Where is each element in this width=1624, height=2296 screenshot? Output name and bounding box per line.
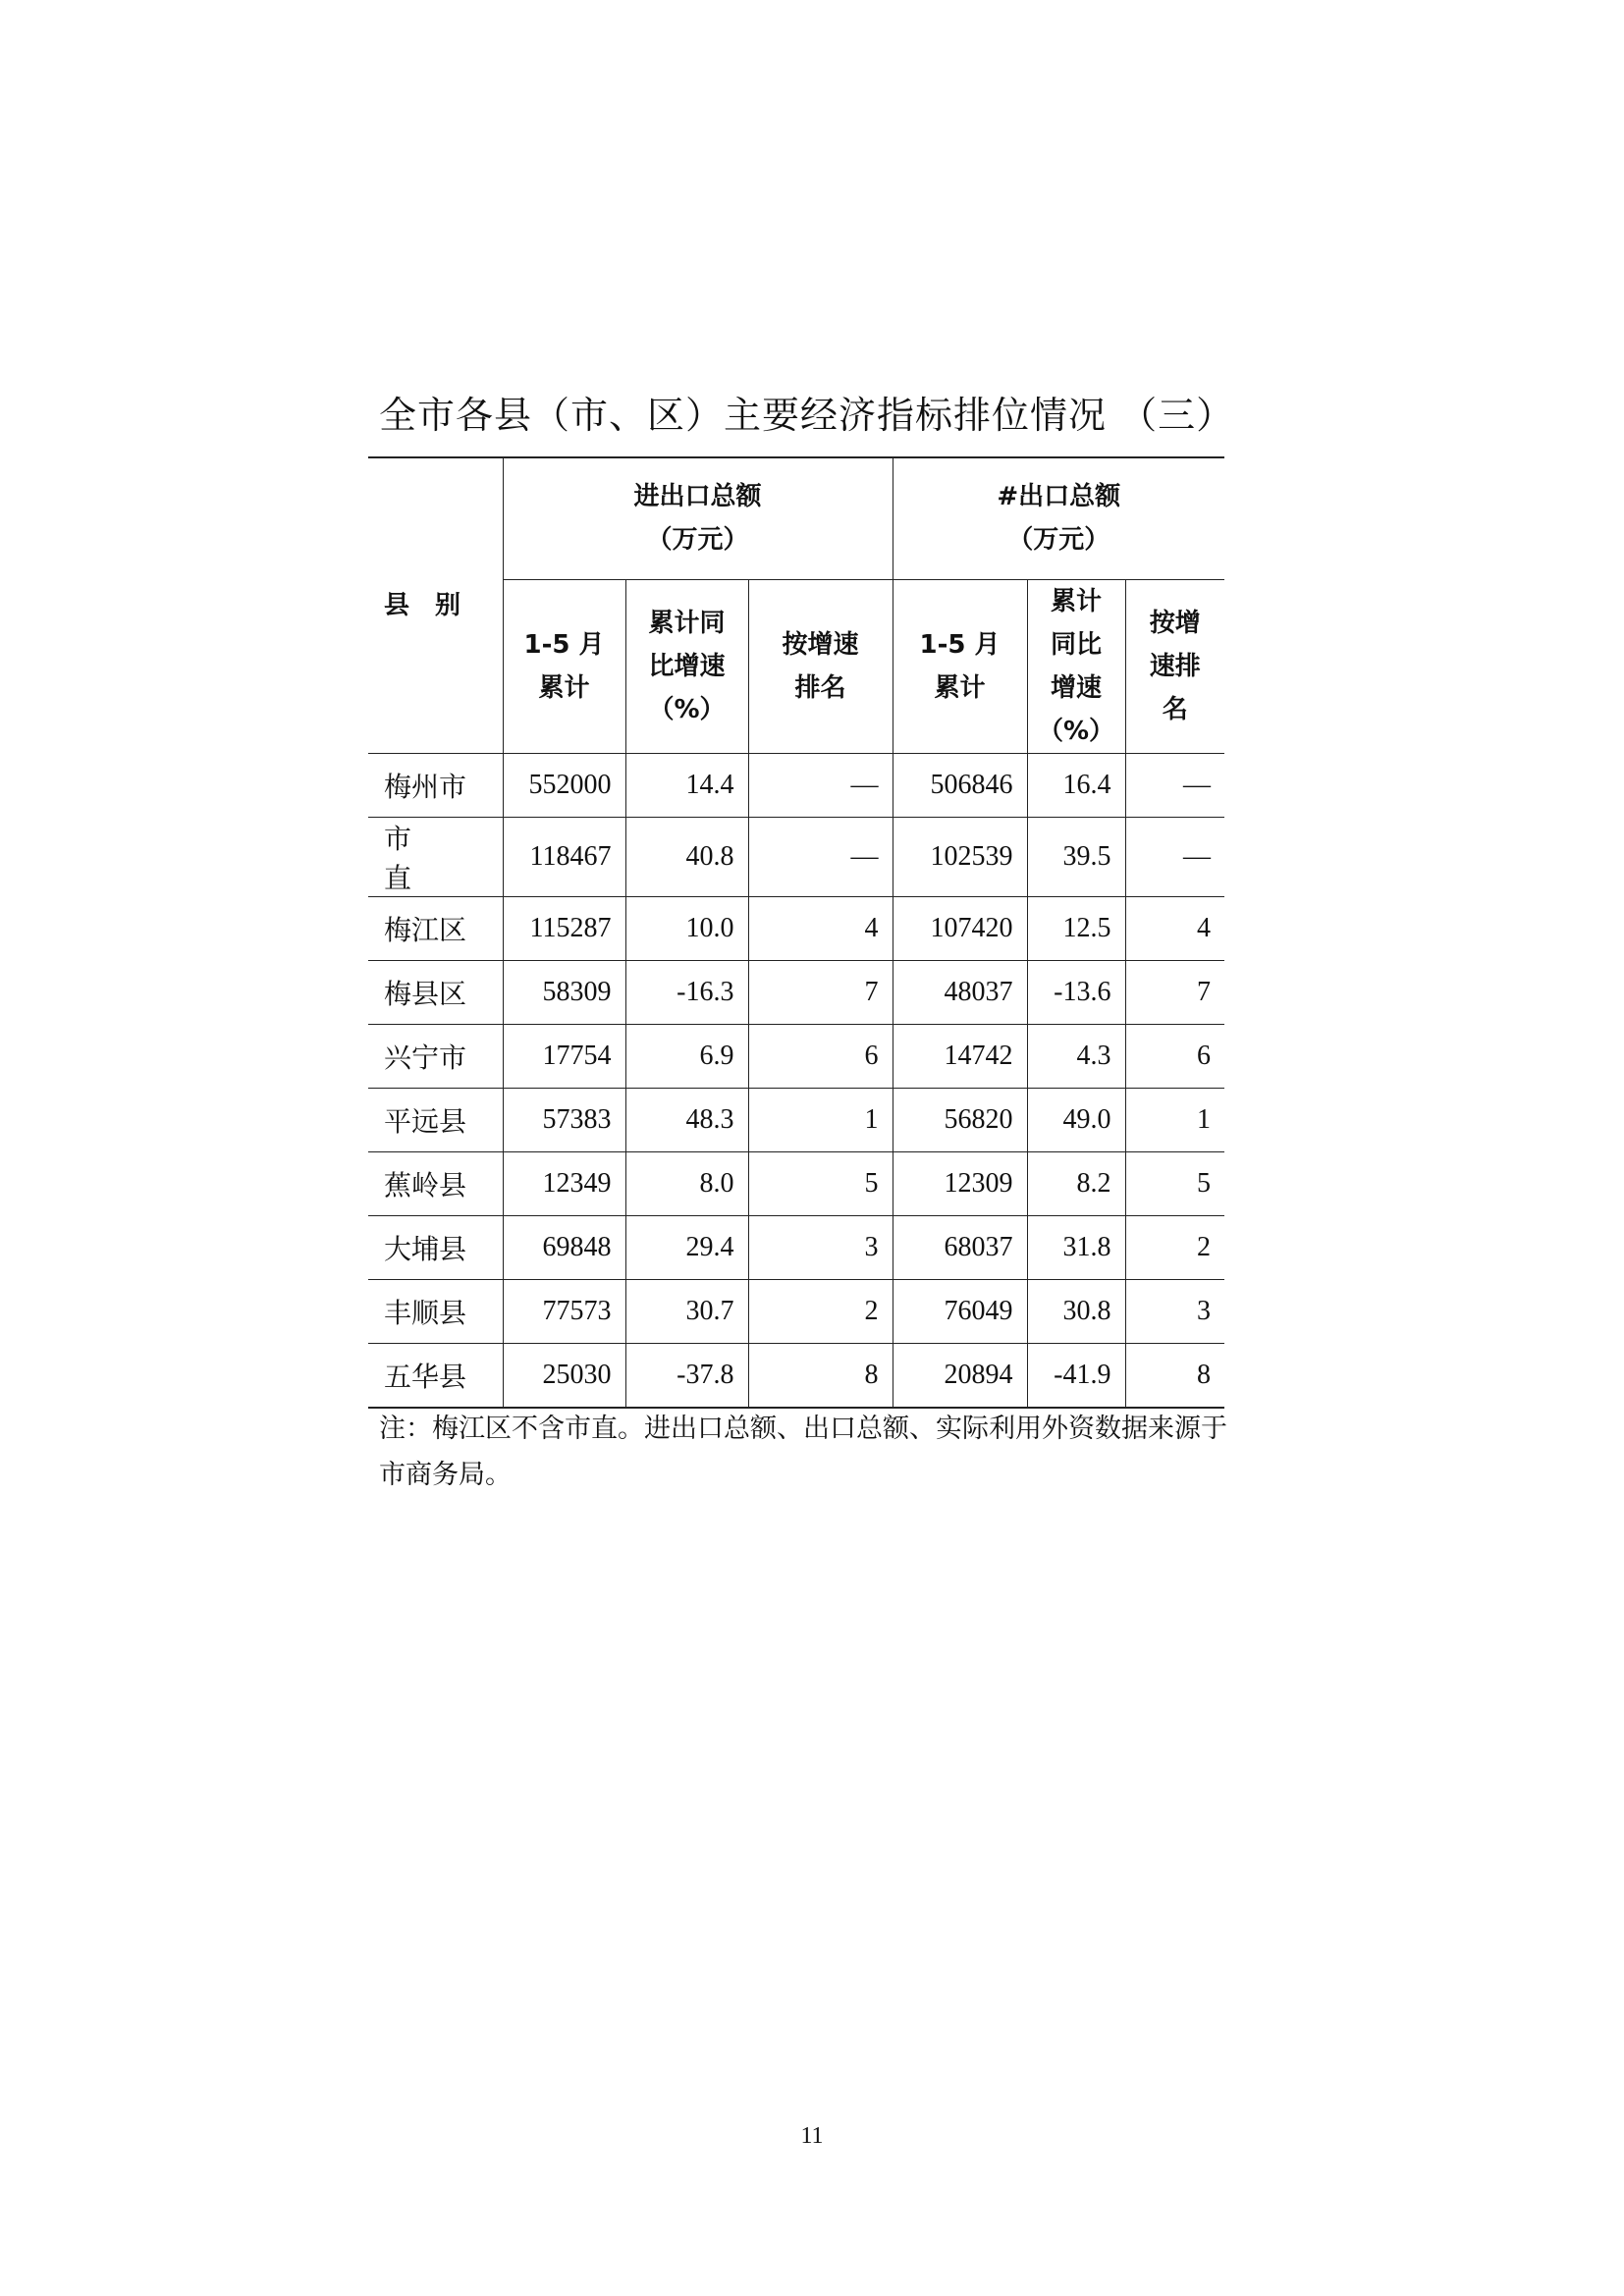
county-cell: 大埔县 <box>368 1215 503 1279</box>
exp-rank-cell: 5 <box>1125 1151 1224 1215</box>
exp-rank-cell: 6 <box>1125 1024 1224 1088</box>
exp-growth-cell: 30.8 <box>1027 1279 1125 1343</box>
table-row <box>368 960 1224 1024</box>
g1-rank-header <box>748 579 893 753</box>
header-line: 按增 <box>1149 608 1201 638</box>
g2-rank-header <box>1125 579 1224 753</box>
header-line: 累计 <box>538 672 590 703</box>
header-line: 累计同 <box>648 608 726 638</box>
imp-exp-rank-cell: 4 <box>748 896 893 960</box>
imp-exp-rank-cell: 8 <box>748 1343 893 1408</box>
import-export-group-header <box>503 457 893 579</box>
g1-growth-header <box>625 579 748 753</box>
table-note: 注：梅江区不含市直。进出口总额、出口总额、实际利用外资数据来源于市商务局。 <box>379 1414 1227 1490</box>
exp-growth-cell: -41.9 <box>1027 1343 1125 1408</box>
header-line: 速排 <box>1149 651 1201 681</box>
imp-exp-rank-cell: 2 <box>748 1279 893 1343</box>
header-line: （%） <box>648 694 726 724</box>
header-line: （%） <box>1037 716 1115 746</box>
imp-exp-cell: 17754 <box>503 1024 625 1088</box>
exp-rank-cell: 2 <box>1125 1215 1224 1279</box>
imp-exp-rank-cell: — <box>748 817 893 896</box>
county-cell: 平远县 <box>368 1088 503 1151</box>
table-row <box>368 1343 1224 1408</box>
county-column-header: 县 别 <box>368 457 503 753</box>
page-number: 11 <box>800 2123 824 2149</box>
imp-exp-growth-cell: 48.3 <box>625 1088 748 1151</box>
page-title: 全市各县（市、区）主要经济指标排位情况 （三） <box>379 394 1235 437</box>
header-line: 名 <box>1162 694 1188 724</box>
exp-cell: 48037 <box>893 960 1027 1024</box>
exp-rank-cell: 3 <box>1125 1279 1224 1343</box>
exp-rank-cell: — <box>1125 817 1224 896</box>
header-line: 累计 <box>1050 586 1102 616</box>
g2-cumulative-header <box>893 579 1027 753</box>
exp-cell: 20894 <box>893 1343 1027 1408</box>
imp-exp-rank-cell: 7 <box>748 960 893 1024</box>
table-row <box>368 1279 1224 1343</box>
exp-growth-cell: 12.5 <box>1027 896 1125 960</box>
export-group-header <box>893 457 1224 579</box>
header-line: 按增速 <box>782 629 859 660</box>
imp-exp-growth-cell: 40.8 <box>625 817 748 896</box>
exp-cell: 102539 <box>893 817 1027 896</box>
exp-cell: 68037 <box>893 1215 1027 1279</box>
header-line: 增速 <box>1050 672 1102 703</box>
exp-growth-cell: 39.5 <box>1027 817 1125 896</box>
exp-growth-cell: 16.4 <box>1027 753 1125 817</box>
imp-exp-cell: 118467 <box>503 817 625 896</box>
header-line: 比增速 <box>648 651 726 681</box>
export-unit: （万元） <box>1007 525 1110 556</box>
export-title: #出口总额 <box>997 482 1121 512</box>
imp-exp-rank-cell: 5 <box>748 1151 893 1215</box>
economic-indicator-table <box>368 456 1224 1409</box>
exp-growth-cell: 8.2 <box>1027 1151 1125 1215</box>
imp-exp-growth-cell: -37.8 <box>625 1343 748 1408</box>
imp-exp-growth-cell: 29.4 <box>625 1215 748 1279</box>
county-cell: 梅县区 <box>368 960 503 1024</box>
table-row <box>368 1088 1224 1151</box>
imp-exp-rank-cell: 1 <box>748 1088 893 1151</box>
imp-exp-rank-cell: 3 <box>748 1215 893 1279</box>
table-row <box>368 1151 1224 1215</box>
import-export-title: 进出口总额 <box>633 482 762 512</box>
g2-growth-header <box>1027 579 1125 753</box>
exp-cell: 76049 <box>893 1279 1027 1343</box>
exp-growth-cell: 49.0 <box>1027 1088 1125 1151</box>
imp-exp-cell: 25030 <box>503 1343 625 1408</box>
header-line: 1-5 月 <box>523 629 605 660</box>
table-row <box>368 896 1224 960</box>
imp-exp-growth-cell: -16.3 <box>625 960 748 1024</box>
header-line: 排名 <box>794 672 846 703</box>
county-cell: 兴宁市 <box>368 1024 503 1088</box>
imp-exp-growth-cell: 14.4 <box>625 753 748 817</box>
imp-exp-rank-cell: 6 <box>748 1024 893 1088</box>
county-cell: 丰顺县 <box>368 1279 503 1343</box>
exp-rank-cell: 4 <box>1125 896 1224 960</box>
county-cell: 市 直 <box>368 817 503 896</box>
table-row <box>368 1024 1224 1088</box>
imp-exp-growth-cell: 8.0 <box>625 1151 748 1215</box>
table-row <box>368 817 1224 896</box>
imp-exp-growth-cell: 6.9 <box>625 1024 748 1088</box>
county-cell: 梅江区 <box>368 896 503 960</box>
exp-growth-cell: -13.6 <box>1027 960 1125 1024</box>
exp-cell: 56820 <box>893 1088 1027 1151</box>
imp-exp-growth-cell: 30.7 <box>625 1279 748 1343</box>
imp-exp-cell: 57383 <box>503 1088 625 1151</box>
header-line: 同比 <box>1050 629 1102 660</box>
import-export-unit: （万元） <box>646 525 749 556</box>
imp-exp-rank-cell: — <box>748 753 893 817</box>
exp-rank-cell: 7 <box>1125 960 1224 1024</box>
exp-cell: 107420 <box>893 896 1027 960</box>
imp-exp-cell: 58309 <box>503 960 625 1024</box>
exp-rank-cell: — <box>1125 753 1224 817</box>
table-row <box>368 1215 1224 1279</box>
g1-cumulative-header <box>503 579 625 753</box>
county-cell: 梅州市 <box>368 753 503 817</box>
exp-cell: 12309 <box>893 1151 1027 1215</box>
header-line: 累计 <box>934 672 986 703</box>
table-row <box>368 753 1224 817</box>
exp-growth-cell: 31.8 <box>1027 1215 1125 1279</box>
imp-exp-growth-cell: 10.0 <box>625 896 748 960</box>
imp-exp-cell: 77573 <box>503 1279 625 1343</box>
exp-cell: 506846 <box>893 753 1027 817</box>
imp-exp-cell: 12349 <box>503 1151 625 1215</box>
exp-rank-cell: 8 <box>1125 1343 1224 1408</box>
exp-growth-cell: 4.3 <box>1027 1024 1125 1088</box>
imp-exp-cell: 552000 <box>503 753 625 817</box>
imp-exp-cell: 69848 <box>503 1215 625 1279</box>
exp-cell: 14742 <box>893 1024 1027 1088</box>
county-cell: 蕉岭县 <box>368 1151 503 1215</box>
imp-exp-cell: 115287 <box>503 896 625 960</box>
exp-rank-cell: 1 <box>1125 1088 1224 1151</box>
header-line: 1-5 月 <box>919 629 1001 660</box>
county-cell: 五华县 <box>368 1343 503 1408</box>
